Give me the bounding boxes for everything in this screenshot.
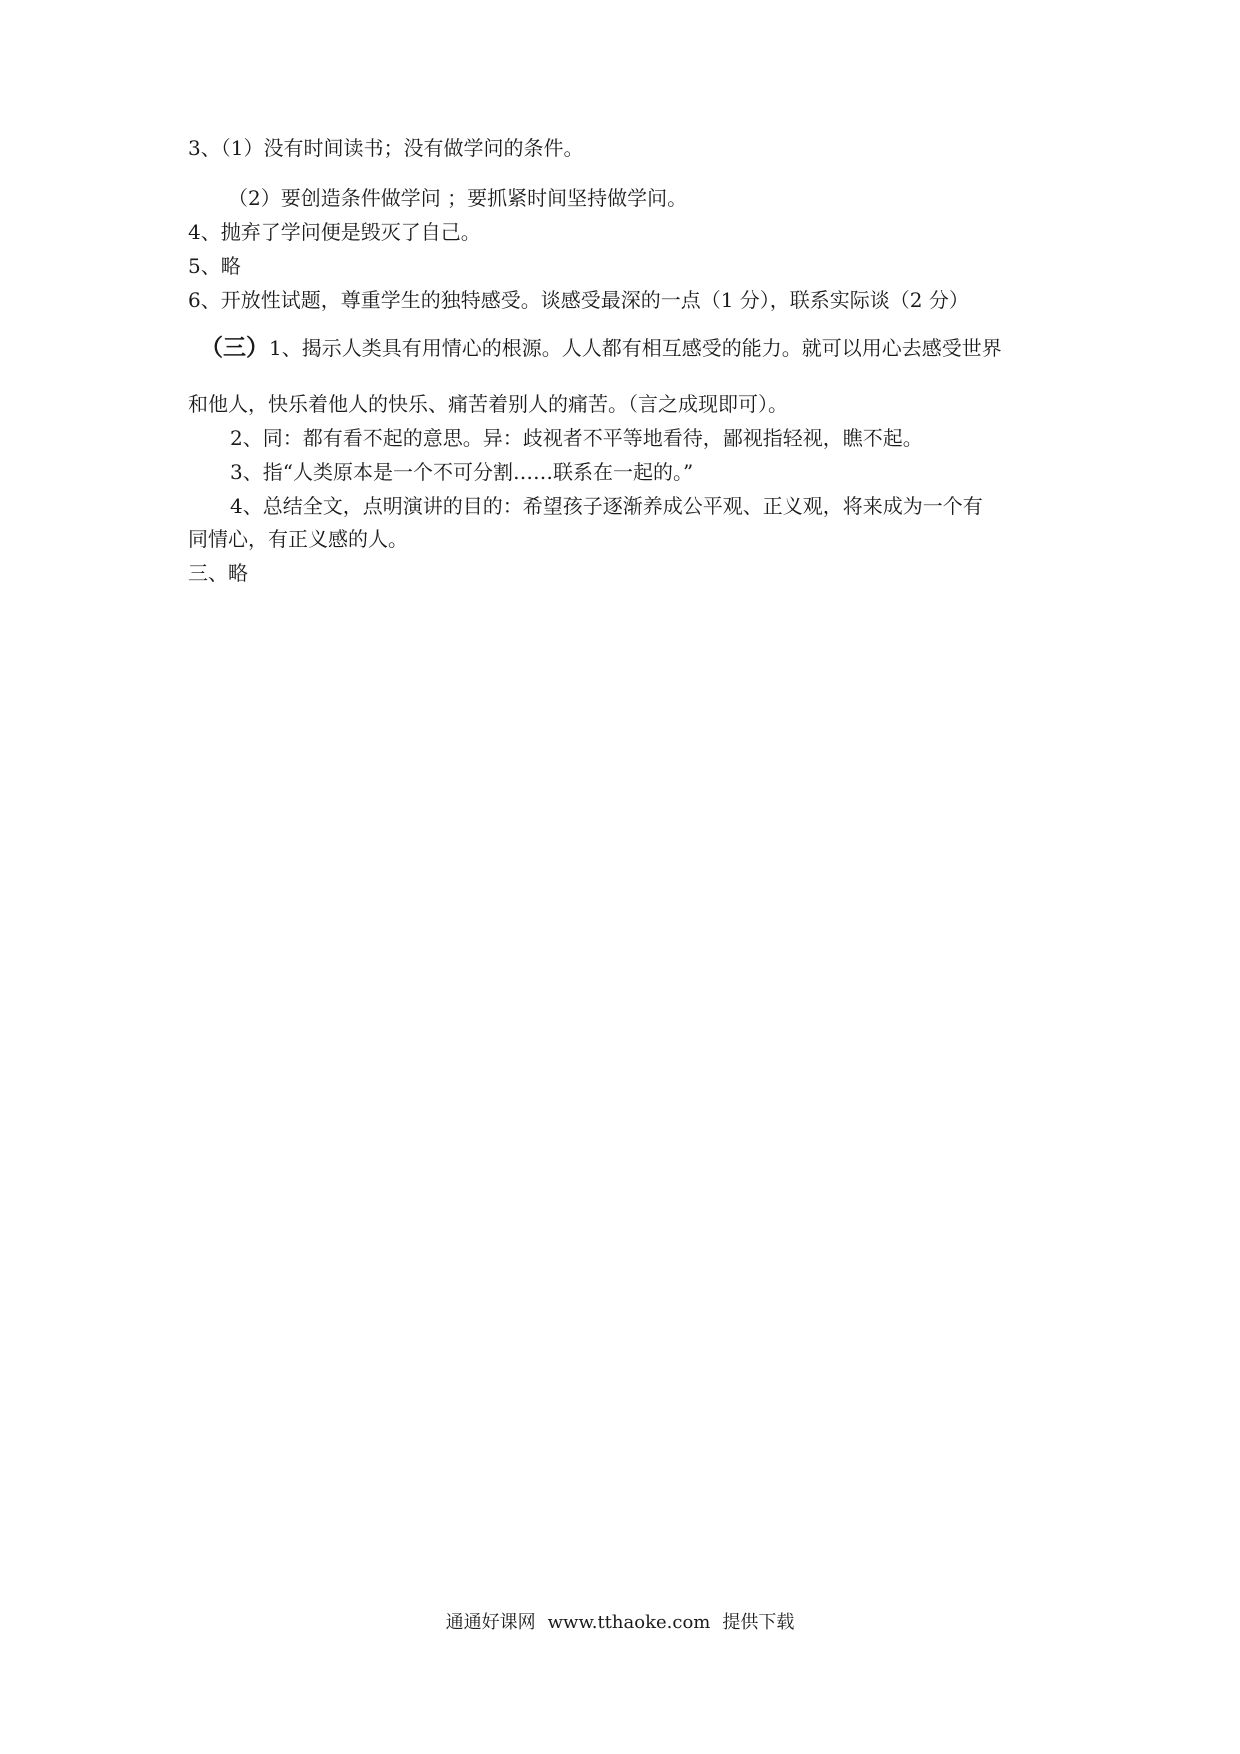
answer-5: 5、略 [188,254,241,278]
section-3-answer-4-line-1: 4、总结全文，点明演讲的目的：希望孩子逐渐养成公平观、正义观，将来成为一个有 [230,494,983,518]
answer-6: 6、开放性试题，尊重学生的独特感受。谈感受最深的一点（1 分），联系实际谈（2 分） [188,288,969,312]
section-3-answer-4-line-2: 同情心，有正义感的人。 [188,527,408,551]
footer-suffix: 提供下载 [722,1612,795,1633]
answer-4: 4、抛弃了学问便是毁灭了自己。 [188,220,481,244]
footer-site-name: 通通好课网 [445,1612,536,1633]
section-3-answer-1-line-1: 1、揭示人类具有用情心的根源。人人都有相互感受的能力。就可以用心去感受世界 [269,336,1002,360]
answer-3-part-2: （2）要创造条件做学问 ；要抓紧时间坚持做学问。 [228,186,688,210]
answer-3-part-1: 3、（1）没有时间读书；没有做学问的条件。 [188,136,584,160]
section-3-first-line [200,334,1002,362]
section-3-answer-1-line-2: 和他人，快乐着他人的快乐、痛苦着别人的痛苦。（言之成现即可）。 [188,392,788,416]
footer-url: www.tthaoke.com [547,1612,711,1633]
section-3-answer-3: 3、指“人类原本是一个不可分割……联系在一起的。” [230,460,694,484]
part-3-answer: 三、略 [188,561,248,585]
footer [0,1610,1240,1636]
section-3-marker: （三） [200,335,269,361]
section-3-answer-2: 2、同：都有看不起的意思。异：歧视者不平等地看待，鄙视指轻视，瞧不起。 [230,426,923,450]
